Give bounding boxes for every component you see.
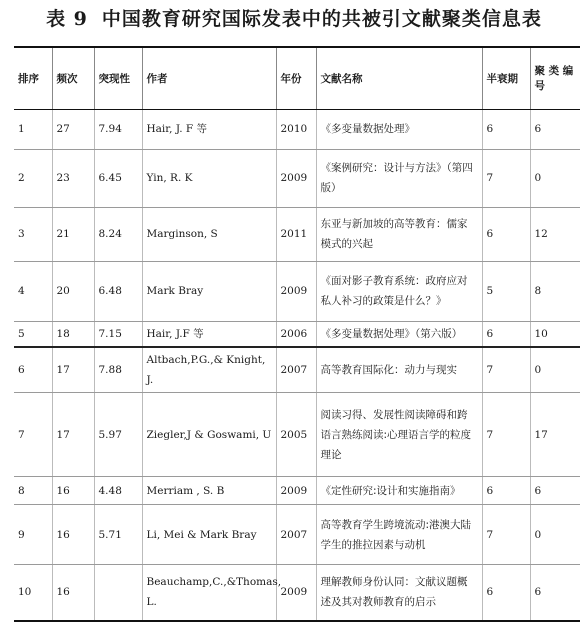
cell-title: 《定性研究:设计和实施指南》 [316,477,482,505]
cell-title: 《案例研究：设计与方法》（第四版） [316,149,482,207]
cell-year: 2009 [276,261,316,321]
table-row [14,565,580,621]
cell-author: Ziegler,J & Goswami, U [142,393,276,477]
cell-cluster-id: 0 [530,149,580,207]
table-row [14,109,580,149]
cell-year: 2010 [276,109,316,149]
cell-title: 《多变量数据处理》 [316,109,482,149]
cell-frequency: 21 [52,207,94,261]
cell-half-life: 6 [482,565,530,621]
cell-burst: 7.88 [94,347,142,393]
cell-author: Hair, J.F 等 [142,321,276,347]
header-rank: 排序 [14,47,52,109]
cell-title: 《面对影子教育系统：政府应对私人补习的政策是什么？》 [316,261,482,321]
header-year: 年份 [276,47,316,109]
cell-title: 东亚与新加坡的高等教育：儒家模式的兴起 [316,207,482,261]
cell-half-life: 6 [482,207,530,261]
cell-frequency: 16 [52,505,94,565]
cell-rank: 7 [14,393,52,477]
cell-half-life: 6 [482,321,530,347]
cell-frequency: 17 [52,393,94,477]
cell-author: Beauchamp,C.,&Thomas, L. [142,565,276,621]
cell-rank: 9 [14,505,52,565]
cell-year: 2005 [276,393,316,477]
cell-rank: 10 [14,565,52,621]
cell-author: Hair, J. F 等 [142,109,276,149]
cell-cluster-id: 6 [530,477,580,505]
cell-year: 2007 [276,347,316,393]
table-caption [0,4,588,31]
header-burst: 突现性 [94,47,142,109]
cell-title: 理解教师身份认同：文献议题概述及其对教师教育的启示 [316,565,482,621]
cocitation-cluster-table [14,46,580,622]
cell-author: Li, Mei & Mark Bray [142,505,276,565]
cell-cluster-id: 12 [530,207,580,261]
cell-cluster-id: 0 [530,505,580,565]
table-row [14,505,580,565]
cell-half-life: 6 [482,477,530,505]
cell-burst: 4.48 [94,477,142,505]
cell-cluster-id: 0 [530,347,580,393]
cell-burst: 6.45 [94,149,142,207]
cell-cluster-id: 6 [530,109,580,149]
cell-half-life: 7 [482,347,530,393]
cell-rank: 8 [14,477,52,505]
cell-burst: 7.94 [94,109,142,149]
cell-cluster-id: 8 [530,261,580,321]
cell-rank: 3 [14,207,52,261]
table-row [14,149,580,207]
table-row [14,347,580,393]
cell-year: 2009 [276,565,316,621]
cell-frequency: 16 [52,477,94,505]
cell-author: Mark Bray [142,261,276,321]
table-row [14,477,580,505]
header-cluster-id: 聚 类 编号 [530,47,580,109]
cell-burst [94,565,142,621]
header-title: 文献名称 [316,47,482,109]
cell-rank: 2 [14,149,52,207]
cell-title: 高等教育国际化：动力与现实 [316,347,482,393]
cell-half-life: 7 [482,149,530,207]
cell-author: Marginson, S [142,207,276,261]
cell-burst: 5.97 [94,393,142,477]
cell-rank: 6 [14,347,52,393]
cell-year: 2006 [276,321,316,347]
header-row [14,47,580,109]
cell-rank: 1 [14,109,52,149]
table-title: 中国教育研究国际发表中的共被引文献聚类信息表 [101,8,542,30]
header-author: 作者 [142,47,276,109]
cell-half-life: 7 [482,505,530,565]
table-row [14,261,580,321]
table-row [14,207,580,261]
header-frequency: 频次 [52,47,94,109]
cell-rank: 4 [14,261,52,321]
cell-author: Yin, R. K [142,149,276,207]
cell-year: 2009 [276,149,316,207]
cell-cluster-id: 6 [530,565,580,621]
cell-burst: 6.48 [94,261,142,321]
cell-frequency: 23 [52,149,94,207]
cell-burst: 8.24 [94,207,142,261]
cell-title: 《多变量数据处理》（第六版） [316,321,482,347]
cell-half-life: 6 [482,109,530,149]
cell-year: 2009 [276,477,316,505]
cell-title: 高等教育学生跨境流动:港澳大陆学生的推拉因素与动机 [316,505,482,565]
cell-title: 阅读习得、发展性阅读障碍和跨语言熟练阅读:心理语言学的粒度理论 [316,393,482,477]
cell-author: Altbach,P.G.,& Knight, J. [142,347,276,393]
cell-cluster-id: 10 [530,321,580,347]
cell-cluster-id: 17 [530,393,580,477]
cell-burst: 5.71 [94,505,142,565]
table-row [14,393,580,477]
cell-half-life: 5 [482,261,530,321]
table-row [14,321,580,347]
cell-year: 2011 [276,207,316,261]
cell-burst: 7.15 [94,321,142,347]
cell-frequency: 16 [52,565,94,621]
table-number: 表 9 [46,8,88,30]
cell-frequency: 17 [52,347,94,393]
cell-year: 2007 [276,505,316,565]
cell-rank: 5 [14,321,52,347]
header-half-life: 半衰期 [482,47,530,109]
cell-half-life: 7 [482,393,530,477]
cell-author: Merriam , S. B [142,477,276,505]
cell-frequency: 20 [52,261,94,321]
cell-frequency: 18 [52,321,94,347]
cell-frequency: 27 [52,109,94,149]
